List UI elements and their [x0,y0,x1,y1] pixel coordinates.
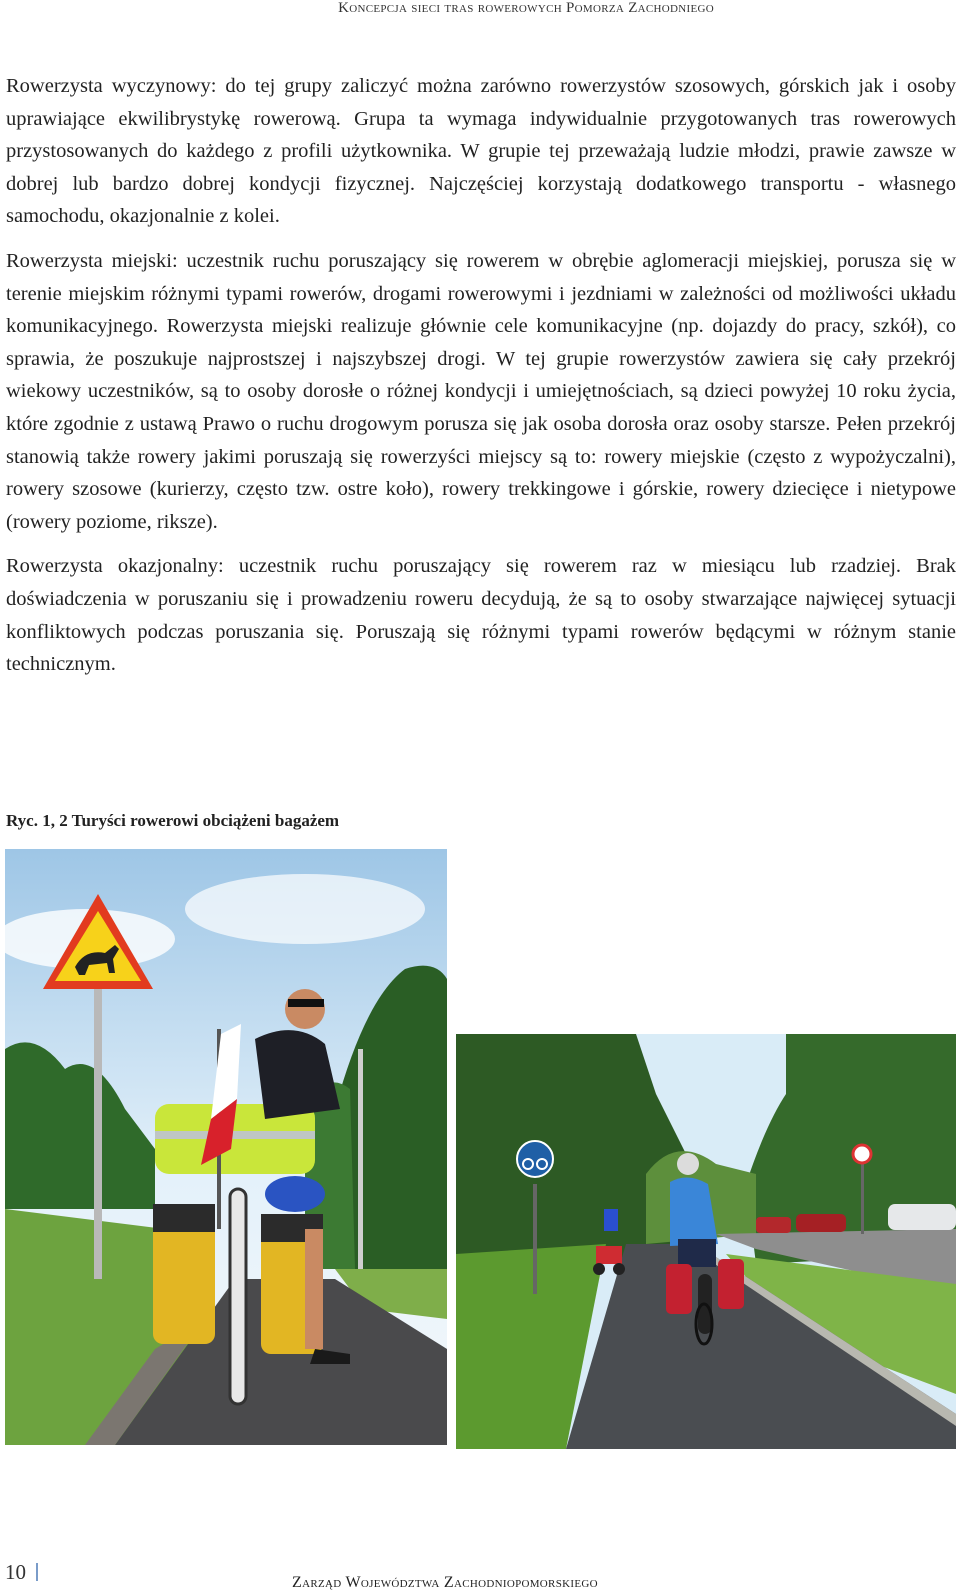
footer-divider [36,1563,38,1581]
bike-path-photo-icon [456,1034,956,1449]
cyclist-photo-icon [5,849,447,1445]
page-header [0,0,960,22]
paragraph-occasional-cyclist: Rowerzysta okazjonalny: uczestnik ruchu poruszający się rowerem raz w miesiącu lub rzadziej. Brak doświadczenia w poruszaniu się i prowadzeniu roweru decydują, że są to osoby stwarzające najwięcej sytuacji konfliktowych podczas poruszania się. Poruszają się różnymi typami rowerów będącymi w różnym stanie technicznym. [6,555,956,676]
body-text [6,70,956,693]
paragraph-urban-cyclist: Rowerzysta miejski: uczestnik ruchu poruszający się rowerem w obrębie aglomeracji miejskiej, porusza się w terenie miejskim różnymi typami rowerów, drogami rowerowymi i jezdniami w zależności od możliwości układu komunikacyjnego. Rowerzysta miejski realizuje głównie cele komunikacyjne (np. dojazdy do pracy, szkół), co sprawia, że poszukuje najprostszej i najszybszej drogi. W tej grupie rowerzystów zawiera się cały przekrój wiekowy uczestników, są to osoby dorosłe o różnej kondycji i umiejętnościach, są dzieci powyżej 10 roku życia, które zgodnie z ustawą Prawo o ruchu drogowym porusza się jak osoba dorosła oraz osoby starsze. Pełen przekrój stanowią także rowery jakimi poruszają się rowerzyści miejscy są to: rowery miejskie (często z wypożyczalni), rowery szosowe (kurierzy, często tzw. ostre koło), rowery trekkingowe i górskie, rowery dziecięce i nietypowe (rowery poziome, riksze). [6,249,956,533]
header-title: Koncepcja sieci tras rowerowych Pomorza Zachodniego [338,0,714,16]
footer-organization: Zarząd Województwa Zachodniopomorskiego [292,1574,598,1591]
figure-caption: Ryc. 1, 2 Turyści rowerowi obciążeni bagażem [6,811,340,830]
page-number: 10 [5,1560,26,1584]
paragraph-competitive-cyclist: Rowerzysta wyczynowy: do tej grupy zaliczyć można zarówno rowerzystów szosowych, górskich jak i osoby uprawiające ekwilibrystykę rowerową. Grupa ta wymaga indywidualnie przygotowanych tras rowerowych przystosowanych do każdego z profili użytkownika. W grupie tej przeważają ludzie młodzi, prawie zawsze w dobrej lub bardzo dobrej kondycji fizycznej. Najczęściej korzystają dodatkowego transportu - własnego samochodu, okazjonalnie z kolei. [6,75,956,228]
